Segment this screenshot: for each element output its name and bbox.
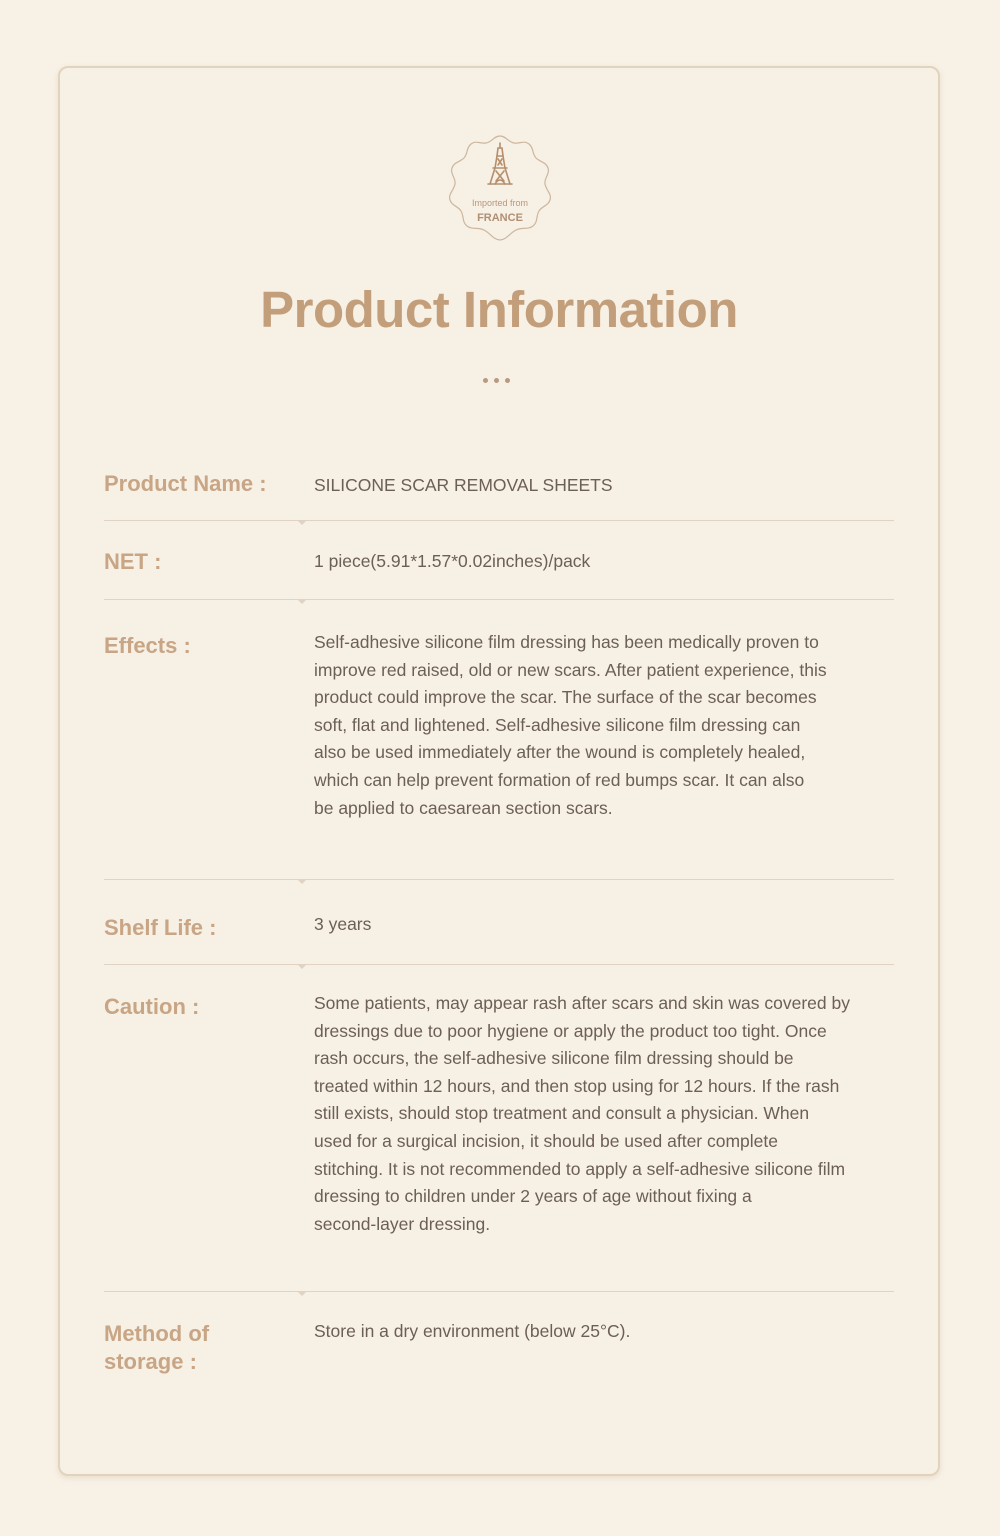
- page-title: Product Information: [260, 281, 738, 338]
- storage-method-label: Method of storage :: [104, 1321, 210, 1374]
- divider: [104, 1291, 894, 1292]
- dot: [494, 378, 499, 383]
- effects-label: Effects :: [104, 633, 191, 658]
- divider: [104, 599, 894, 600]
- caution-value: Some patients, may appear rash after scars and skin was covered by dressings due to poor hygiene or apply the product too tight. Once rash occurs, the self-adhesive silicone film dressing should be treated within 12 hours, and then stop using for 12 hours. If the rash still exists, should stop treatment and consult a physician. When used for a surgical incision, it should be used after complete stitching. It is not recommended to apply a self-adhesive silicone film dressing to children under 2 years of age without fixing a second-layer dressing.: [314, 993, 850, 1234]
- caution-label: Caution :: [104, 994, 200, 1019]
- badge-imported-from-text: Imported from: [471, 198, 529, 208]
- badge-france-text: FRANCE: [477, 212, 523, 224]
- product-name-value: SILICONE SCAR REMOVAL SHEETS: [314, 475, 613, 495]
- product-info-card: [58, 66, 940, 1476]
- eiffel-tower-icon: [446, 134, 554, 242]
- shelf-life-value: 3 years: [314, 914, 372, 934]
- effects-value: Self-adhesive silicone film dressing has been medically proven to improve red raised, old or new scars. After patient experience, this product could improve the scar. The surface of the scar becomes soft, flat and lightened. Self-adhesive silicone film dressing can also be used immediately after the wound is completely healed, which can help prevent formation of red bumps scar. It can also be applied to caesarean section scars.: [314, 632, 827, 818]
- dot: [505, 378, 510, 383]
- net-label: NET :: [104, 549, 162, 574]
- net-value: 1 piece(5.91*1.57*0.02inches)/pack: [314, 551, 591, 571]
- product-name-label: Product Name :: [104, 471, 267, 496]
- ellipsis-divider: [480, 370, 520, 378]
- divider: [104, 964, 894, 965]
- divider: [104, 520, 894, 521]
- dot: [483, 378, 488, 383]
- storage-method-value: Store in a dry environment (below 25°C).: [314, 1321, 631, 1341]
- imported-from-france-badge: [446, 134, 554, 242]
- divider: [104, 879, 894, 880]
- shelf-life-label: Shelf Life :: [104, 915, 217, 940]
